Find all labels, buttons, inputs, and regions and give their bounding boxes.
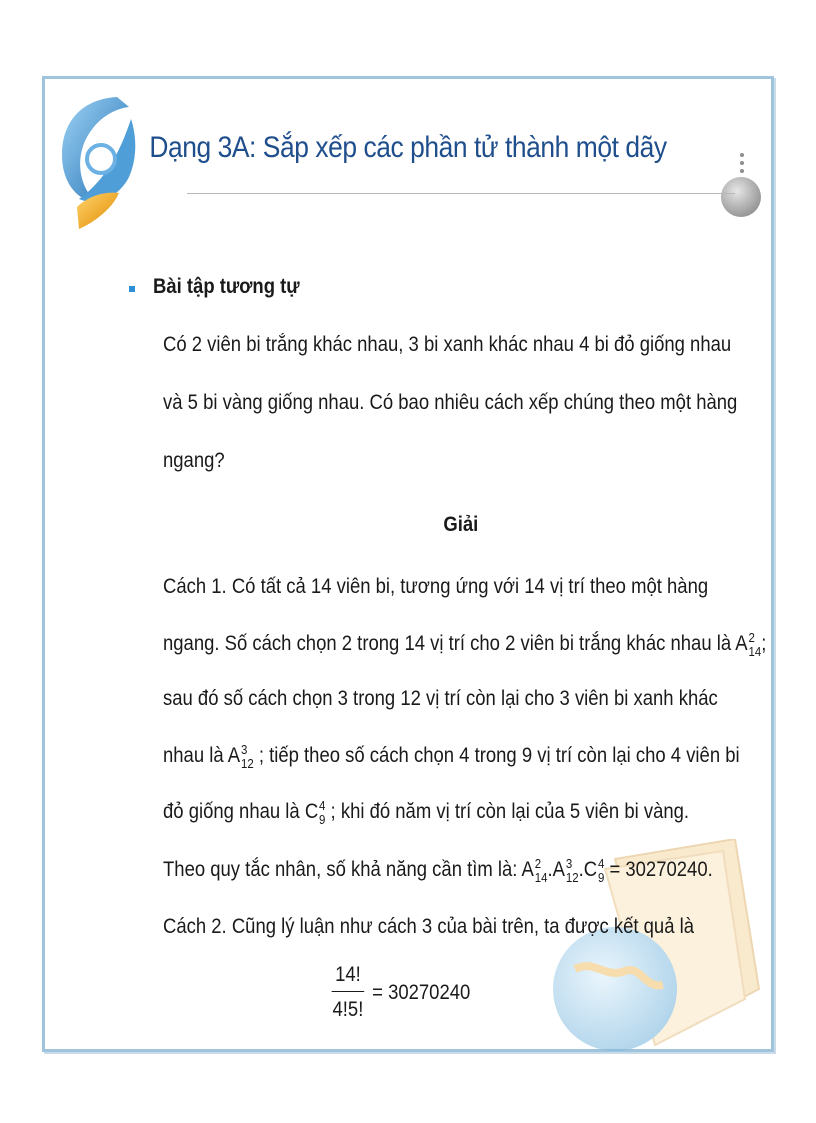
slide [42,76,774,1052]
math-sup: 3 [240,742,248,757]
math-punct: ; [761,632,767,656]
fraction-result: = 30270240 [372,980,471,1004]
math-symbol: A [227,744,241,768]
math-symbol: .A [547,858,565,882]
fraction [329,963,367,1022]
math-A-14-2 [735,630,762,659]
math-sup: 3 [565,856,573,871]
math-sub: 14 [534,870,548,885]
math-sub: 12 [565,870,579,885]
fraction-numerator: 14! [332,963,365,992]
solution-line-5 [163,799,689,826]
math-result: = 30270240. [609,858,713,882]
fraction-denominator: 4!5! [332,998,364,1021]
solution-line-1: Cách 1. Có tất cả 14 viên bi, tương ứng với 14 vị trí theo một hàng [163,575,709,598]
math-symbol: A [521,858,534,882]
solution-line-2-text: ngang. Số cách chọn 2 trong 14 vị trí cho 2 viên bi trắng khác nhau là [163,632,732,656]
solution-line-2 [163,631,766,658]
math-sup: 4 [319,798,326,813]
solution-line-5-text-a: đỏ giống nhau là [163,800,300,824]
math-symbol: C [304,800,319,824]
math-A-12-3 [227,742,254,771]
solution-line-6 [163,857,713,884]
solution-line-6-text: Theo quy tắc nhân, số khả năng cần tìm là: [163,858,518,882]
solution-line-7: Cách 2. Cũng lý luận như cách 3 của bài trên, ta được kết quả là [163,915,694,938]
math-sup: 4 [597,856,605,871]
math-symbol: .C [578,858,598,882]
decorative-dots-icon [737,151,747,175]
math-sub: 12 [240,756,254,771]
slide-title: Dạng 3A: Sắp xếp các phần tử thành một dãy [149,131,667,164]
solution-line-3: sau đó số cách chọn 3 trong 12 vị trí còn lại cho 3 viên bi xanh khác [163,687,718,710]
problem-line-3: ngang? [163,449,225,472]
solution-line-4-text-b: ; tiếp theo số cách chọn 4 trong 9 vị trí còn lại cho 4 viên bi [258,744,740,768]
title-divider [187,193,735,194]
math-sup: 2 [534,856,542,871]
math-C-9-4 [304,798,326,827]
exercise-heading: Bài tập tương tự [153,275,300,298]
solution-line-5-text-b: ; khi đó năm vị trí còn lại của 5 viên bi vàng. [330,800,690,824]
math-symbol: A [735,632,748,656]
math-product-formula [521,856,605,885]
math-sub: 9 [319,812,326,827]
bullet-icon [129,286,135,292]
solution-line-4 [163,743,740,770]
math-sub: 9 [597,870,605,885]
fraction-formula [329,963,470,1022]
problem-line-1: Có 2 viên bi trắng khác nhau, 3 bi xanh khác nhau 4 bi đỏ giống nhau [163,333,732,356]
math-sup: 2 [748,630,755,645]
solution-title: Giải [443,513,479,536]
solution-line-4-text-a: nhau là [163,744,224,768]
problem-line-2: và 5 bi vàng giống nhau. Có bao nhiêu cách xếp chúng theo một hàng [163,391,738,414]
decorative-knob-icon [721,177,761,217]
math-sub: 14 [748,644,762,659]
